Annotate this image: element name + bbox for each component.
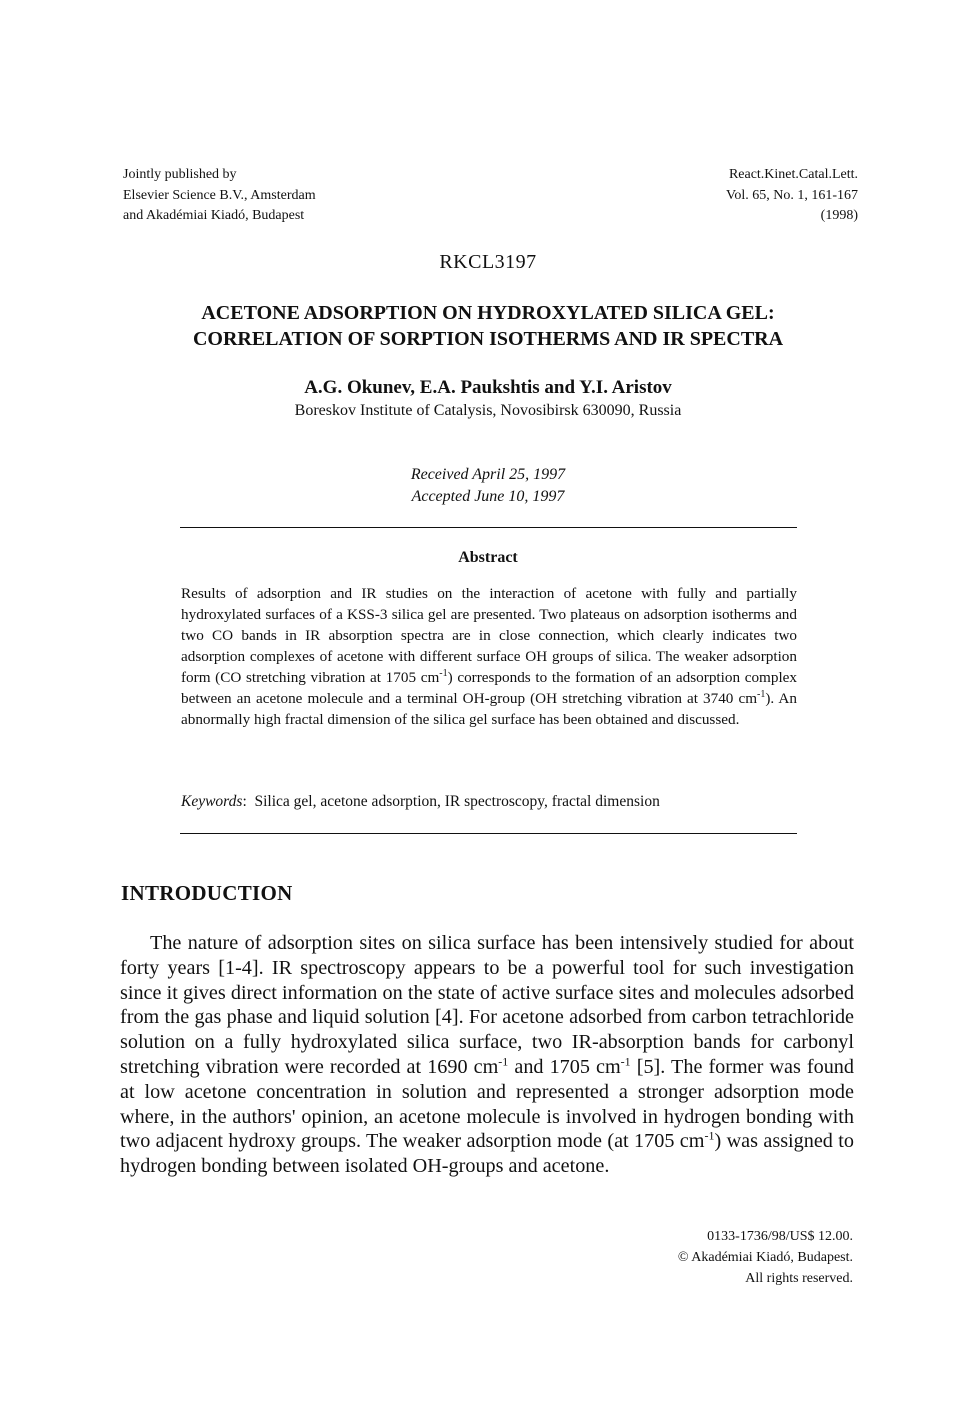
abstract-heading: Abstract [458,549,518,566]
intro-part-2: and 1705 cm [508,1055,621,1078]
abstract-part-1: Results of adsorption and IR studies on the interaction of acetone with fully and partially hydroxylated surfaces of a KSS-3 silica gel are presented. Two plateaus on adsorption isotherms and two CO bands in IR absorption spectra are in close connection, which clearly indicates two adsorption complexes of acetone with different surface OH groups of silica. The weaker adsorption form (CO stretching vibration at 1705 cm [181,585,797,686]
received-date: Received April 25, 1997 [410,466,566,483]
intro-part-1: The nature of adsorption sites on silica surface has been intensively studied for about forty years [1-4]. IR spectroscopy appears to be a powerful tool for such investigation since it gives direct information on the state of active surface sites and molecules adsorbed from the gas phase and liquid solution [4]. For acetone adsorbed from carbon tetrachloride solution on a fully hydroxylated silica surface, two IR-absorption bands for carbonyl stretching vibration were recorded at 1690 cm [120,932,854,1078]
abstract-top-rule [180,527,797,528]
footer-publisher: © Akadémiai Kiadó, Budapest. [677,1250,853,1265]
publisher-line-2: Elsevier Science B.V., Amsterdam [123,187,316,203]
abstract-sup-2: -1 [757,688,766,700]
copyright-footer [678,1226,853,1289]
publisher-line-3: and Akadémiai Kiadó, Budapest [123,208,305,223]
keywords-text: Silica gel, acetone adsorption, IR spectroscopy, fractal dimension [254,793,660,810]
footer-code: 0133-1736/98/US$ 12.00. [707,1229,853,1244]
paper-code: RKCL3197 [439,251,537,273]
abstract-bottom-rule [180,833,797,834]
publisher-line-1: Jointly published by [123,167,237,182]
accepted-date: Accepted June 10, 1997 [411,488,565,505]
abstract-sup-1: -1 [439,667,448,679]
journal-volume: Vol. 65, No. 1, 161-167 [726,187,858,203]
paper-title [100,300,876,352]
intro-sup-1: -1 [498,1054,509,1069]
affiliation: Boreskov Institute of Catalysis, Novosibirsk 630090, Russia [294,402,682,419]
footer-rights: All rights reserved. [745,1271,853,1286]
dates [0,464,976,508]
abstract-part-3: ). An abnormally high fractal dimension of the silica gel surface has been obtained and discussed. [181,690,797,728]
journal-info [726,165,858,227]
title-line-1: ACETONE ADSORPTION ON HYDROXYLATED SILICA GEL: [201,302,775,324]
introduction-paragraph [120,931,854,1179]
journal-year: (1998) [820,208,858,223]
abstract-text [181,583,797,730]
keywords-colon: : [242,793,247,810]
authors: A.G. Okunev, E.A. Paukshtis and Y.I. Aristov [304,377,672,398]
keywords-label: Keywords [181,793,243,810]
introduction-heading: INTRODUCTION [121,881,293,905]
abstract-part-2: ) corresponds to the formation of an adsorption complex between an acetone molecule and a terminal OH-group (OH stretching vibration at 3740 cm [181,669,797,707]
intro-part-4: ) was assigned to hydrogen bonding between isolated OH-groups and acetone. [120,1130,854,1178]
intro-sup-2: -1 [620,1054,631,1069]
publisher-info [123,165,316,227]
keywords [181,793,797,811]
intro-sup-3: -1 [704,1128,715,1143]
intro-part-3: [5]. The former was found at low acetone concentration in solution and represented a stronger adsorption mode where, in the authors' opinion, an acetone molecule is involved in hydrogen bonding with two adjacent hydroxy groups. The weaker adsorption mode (at 1705 cm [120,1055,854,1153]
title-line-2: CORRELATION OF SORPTION ISOTHERMS AND IR SPECTRA [192,328,784,350]
journal-name: React.Kinet.Catal.Lett. [728,167,858,182]
